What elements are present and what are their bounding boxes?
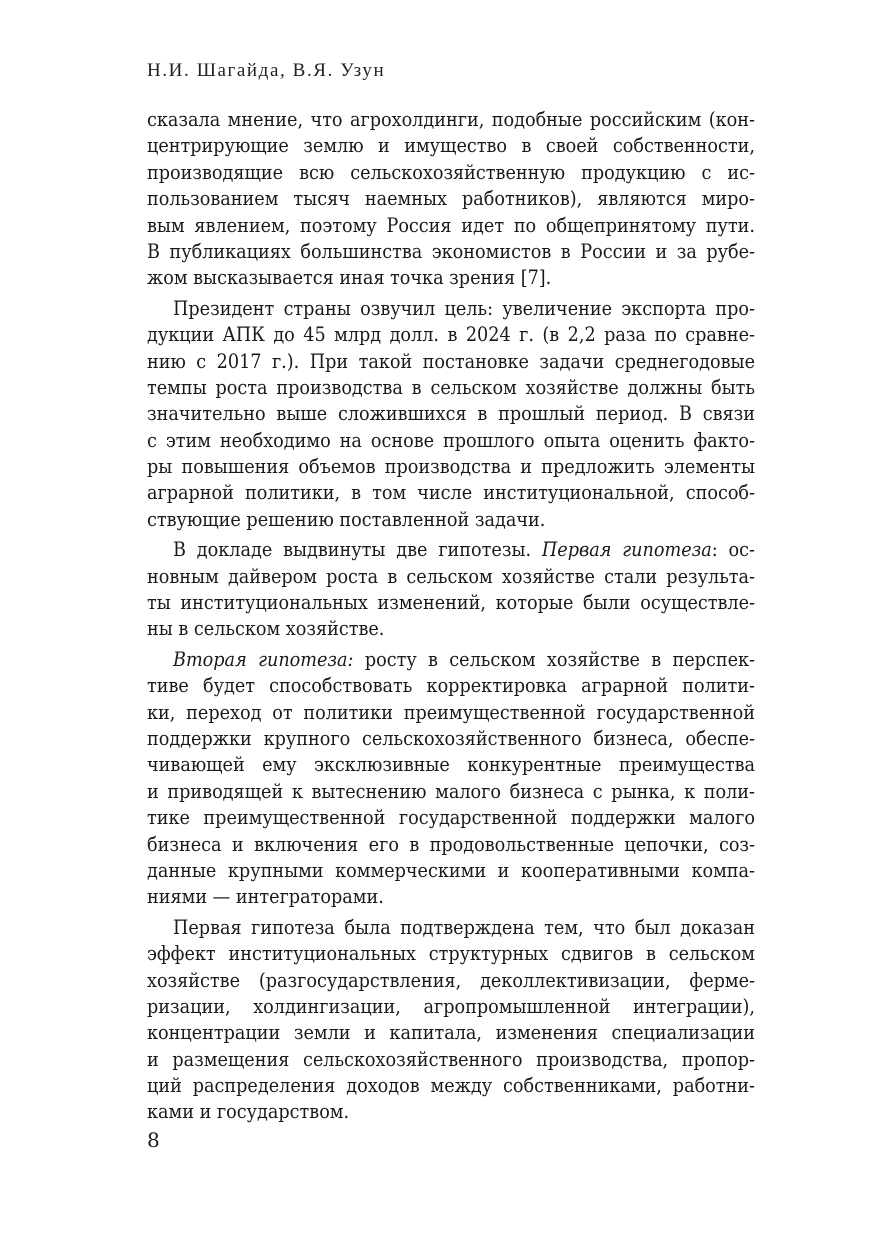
text-line: тиве будет способствовать корректировка аграрной полити- bbox=[147, 674, 755, 698]
text-line: новным дайвером роста в сельском хозяйстве стали результа- bbox=[147, 564, 755, 588]
text-line: сказала мнение, что агрохолдинги, подобные российским (кон- bbox=[147, 108, 755, 131]
paragraph-2 bbox=[147, 296, 755, 534]
text-line: ниями — интеграторами. bbox=[147, 885, 384, 909]
text-line: чивающей ему эксклюзивные конкурентные преимущества bbox=[147, 753, 755, 777]
paragraph-3 bbox=[147, 537, 755, 643]
body-text bbox=[147, 107, 755, 1126]
text-line: и приводящей к вытеснению малого бизнеса с рынка, к поли- bbox=[147, 779, 755, 803]
text-line: В публикациях большинства экономистов в России и за рубе- bbox=[147, 239, 755, 263]
text-line: дукции АПК до 45 млрд долл. в 2024 г. (в 2,2 раза по сравне- bbox=[147, 323, 755, 347]
text-line: производящие всю сельскохозяйственную продукцию с ис- bbox=[147, 160, 755, 184]
text-line: эффект институциональных структурных сдвигов в сельском bbox=[147, 942, 755, 966]
paragraph-5 bbox=[147, 915, 755, 1126]
text-line: бизнеса и включения его в продовольственные цепочки, соз- bbox=[147, 832, 755, 856]
italic-term: Вторая гипотеза: bbox=[173, 647, 354, 671]
text-fragment: росту в сельском хозяйстве в перспек- bbox=[353, 647, 755, 671]
text-line: Первая гипотеза была подтверждена тем, что был доказан bbox=[173, 915, 755, 939]
text-line: ризации, холдингизации, агропромышленной интеграции), bbox=[147, 994, 755, 1018]
text-line: ры повышения объемов производства и предложить элементы bbox=[147, 455, 755, 479]
italic-term: Первая гипотеза bbox=[541, 538, 712, 562]
text-fragment: : ос- bbox=[711, 538, 755, 562]
running-header: Н.И. Шагайда, В.Я. Узун bbox=[147, 60, 386, 81]
text-line: тике преимущественной государственной поддержки малого bbox=[147, 806, 755, 830]
paragraph-4 bbox=[147, 647, 755, 911]
paragraph-1 bbox=[147, 107, 755, 292]
text-line-mixed bbox=[147, 647, 755, 673]
text-line: с этим необходимо на основе прошлого опыта оценить факто- bbox=[147, 428, 755, 452]
text-line: и размещения сельскохозяйственного производства, пропор- bbox=[147, 1047, 755, 1071]
text-line: ты институциональных изменений, которые были осуществле- bbox=[147, 591, 755, 615]
text-line: хозяйстве (разгосударствления, деколлективизации, ферме- bbox=[147, 968, 755, 992]
text-line-mixed bbox=[147, 537, 755, 563]
text-line: центрирующие землю и имущество в своей собственности, bbox=[147, 134, 755, 158]
text-fragment: В докладе выдвинуты две гипотезы. bbox=[173, 538, 542, 562]
text-line: нию с 2017 г.). При такой постановке задачи среднегодовые bbox=[147, 349, 755, 373]
text-line: пользованием тысяч наемных работников), являются миро- bbox=[147, 187, 755, 211]
text-line: ций распределения доходов между собственниками, работни- bbox=[147, 1074, 755, 1098]
text-line: темпы роста производства в сельском хозяйстве должны быть bbox=[147, 375, 755, 399]
text-line: поддержки крупного сельскохозяйственного бизнеса, обеспе- bbox=[147, 726, 755, 750]
text-line: значительно выше сложившихся в прошлый период. В связи bbox=[147, 402, 755, 426]
page-number: 8 bbox=[147, 1128, 160, 1152]
text-line: вым явлением, поэтому Россия идет по общепринятому пути. bbox=[147, 213, 755, 237]
text-line: ками и государством. bbox=[147, 1100, 350, 1124]
text-line: концентрации земли и капитала, изменения специализации bbox=[147, 1021, 755, 1045]
text-line: Президент страны озвучил цель: увеличение экспорта про- bbox=[173, 296, 755, 320]
text-line: ки, переход от политики преимущественной государственной bbox=[147, 700, 755, 724]
text-line: жом высказывается иная точка зрения [7]. bbox=[147, 266, 552, 290]
text-line: ны в сельском хозяйстве. bbox=[147, 617, 385, 641]
text-line: данные крупными коммерческими и кооперативными компа- bbox=[147, 858, 755, 882]
text-line: аграрной политики, в том числе институциональной, способ- bbox=[147, 481, 755, 505]
text-line: ствующие решению поставленной задачи. bbox=[147, 507, 546, 531]
